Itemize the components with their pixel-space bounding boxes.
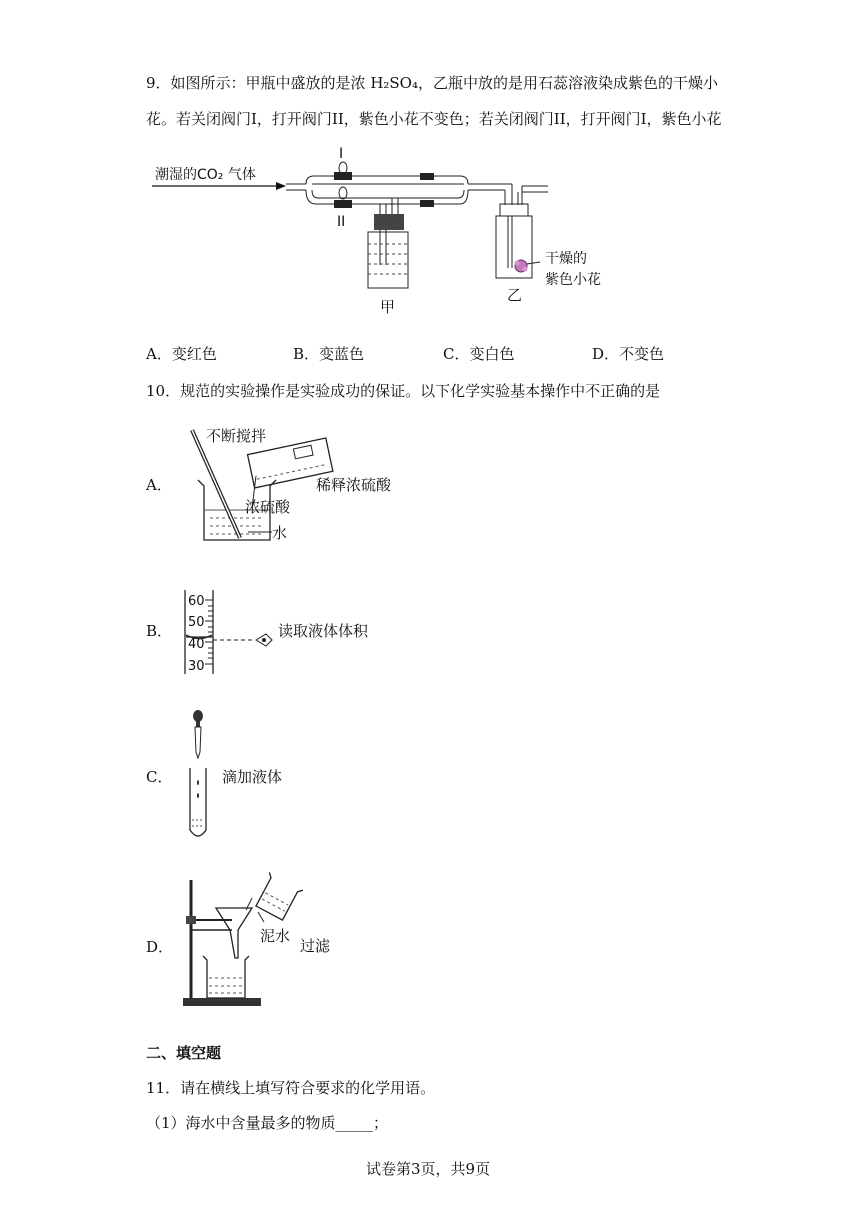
q9-stem-line2: 花。若关闭阀门I，打开阀门II，紫色小花不变色；若关闭阀门II，打开阀门I，紫色小花	[146, 110, 722, 128]
valve-2-label: II	[337, 214, 346, 230]
gas-label: 潮湿的CO₂ 气体	[155, 167, 256, 183]
q10-a-caption: 稀释浓硫酸	[316, 476, 392, 494]
q11-part1: （1）海水中含量最多的物质_____；	[146, 1114, 389, 1132]
page-footer: 试卷第3页，共9页	[366, 1160, 491, 1178]
flower-label-1: 干燥的	[545, 251, 587, 267]
muddy-water-label: 泥水	[260, 927, 291, 945]
option-letter: A．	[146, 345, 172, 363]
tick-40: 40	[188, 637, 205, 652]
tick-50: 50	[188, 615, 205, 630]
option-letter: C．	[443, 345, 470, 363]
q9-stem-line1: 9．如图所示：甲瓶中盛放的是浓 H₂SO₄，乙瓶中放的是用石蕊溶液染成紫色的干燥小	[146, 74, 718, 92]
q11-stem: 11．请在横线上填写符合要求的化学用语。	[146, 1079, 436, 1097]
q10-option-d-letter[interactable]: D．	[146, 938, 174, 956]
q10-option-b-letter[interactable]: B．	[146, 622, 173, 640]
option-text: 变蓝色	[319, 345, 365, 363]
valve-1-label: I	[339, 146, 344, 162]
option-text: 变白色	[469, 345, 515, 363]
flower-label-2: 紫色小花	[545, 272, 601, 288]
tick-60: 60	[188, 594, 205, 609]
option-letter: D．	[592, 345, 620, 363]
tick-30: 30	[188, 659, 205, 674]
q10-option-a-letter[interactable]: A．	[146, 476, 172, 494]
section-title: 二、填空题	[146, 1044, 222, 1062]
acid-label: 浓硫酸	[245, 498, 291, 516]
q10-d-caption: 过滤	[300, 937, 331, 955]
q10-stem: 10．规范的实验操作是实验成功的保证。以下化学实验基本操作中不正确的是	[146, 382, 661, 400]
bottle-a-label: 甲	[380, 298, 396, 316]
bottle-b-label: 乙	[507, 286, 523, 304]
q10-b-caption: 读取液体体积	[278, 622, 369, 640]
stir-label: 不断搅拌	[206, 427, 267, 445]
option-letter: B．	[293, 345, 320, 363]
water-label: 水	[272, 524, 288, 542]
option-text: 变红色	[171, 345, 217, 363]
q10-option-c-letter[interactable]: C．	[146, 768, 173, 786]
q10-c-caption: 滴加液体	[222, 768, 283, 786]
option-text: 不变色	[619, 345, 665, 363]
